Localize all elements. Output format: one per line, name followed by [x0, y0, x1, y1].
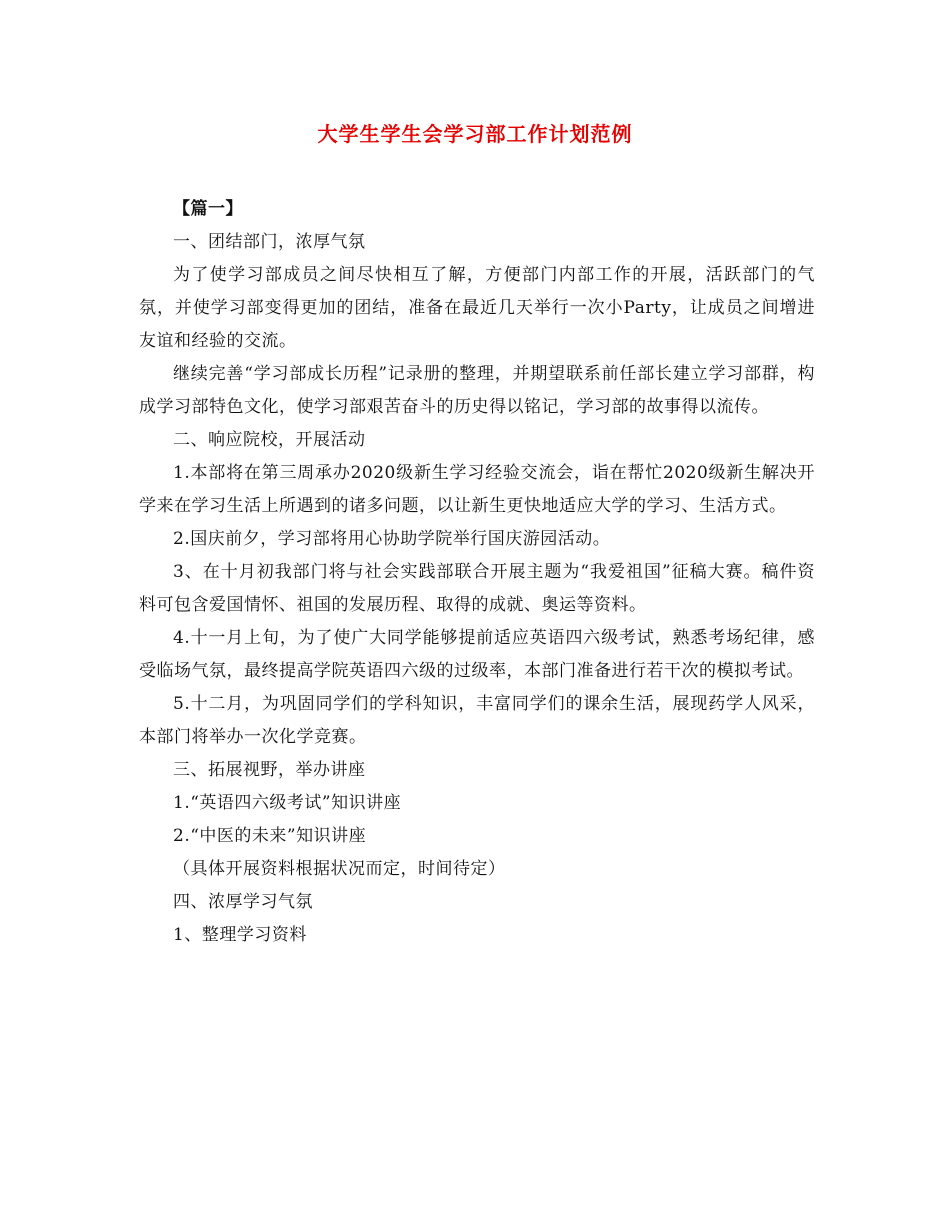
list-item: 2.“中医的未来”知识讲座	[173, 826, 367, 846]
list-item: 1、整理学习资料	[173, 925, 307, 945]
section-tag: 【篇一】	[173, 199, 243, 219]
paragraph: 继续完善“学习部成长历程”记录册的整理，并期望联系前任部长建立学习部群，构成学习部特色文化，使学习部艰苦奋斗的历史得以铭记，学习部的故事得以流传。	[139, 364, 815, 417]
section-heading-3: 三、拓展视野，举办讲座	[173, 760, 366, 780]
document-title: 大学生学生会学习部工作计划范例	[317, 122, 633, 146]
section-heading-2: 二、响应院校，开展活动	[173, 430, 366, 450]
section-heading-4: 四、浓厚学习气氛	[173, 892, 313, 912]
paragraph: 为了使学习部成员之间尽快相互了解，方便部门内部工作的开展，活跃部门的气氛，并使学习部变得更加的团结，准备在最近几天举行一次小Party，让成员之间增进友谊和经验的交流。	[139, 265, 815, 351]
section-heading-1: 一、团结部门，浓厚气氛	[173, 232, 366, 252]
note: （具体开展资料根据状况而定，时间待定）	[173, 859, 506, 879]
list-item: 5.十二月，为巩固同学们的学科知识，丰富同学们的课余生活，展现药学人风采，本部门将举办一次化学竞赛。	[139, 694, 815, 747]
list-item: 1.“英语四六级考试”知识讲座	[173, 793, 402, 813]
list-item: 4.十一月上旬，为了使广大同学能够提前适应英语四六级考试，熟悉考场纪律，感受临场气氛，最终提高学院英语四六级的过级率，本部门准备进行若干次的模拟考试。	[139, 628, 815, 681]
list-item: 3、在十月初我部门将与社会实践部联合开展主题为“我爱祖国”征稿大赛。稿件资料可包含爱国情怀、祖国的发展历程、取得的成就、奥运等资料。	[139, 562, 815, 615]
list-item: 2.国庆前夕，学习部将用心协助学院举行国庆游园活动。	[173, 529, 611, 549]
document-body	[139, 193, 815, 952]
list-item: 1.本部将在第三周承办2020级新生学习经验交流会，诣在帮忙2020级新生解决开学来在学习生活上所遇到的诸多问题，以让新生更快地适应大学的学习、生活方式。	[139, 463, 815, 516]
